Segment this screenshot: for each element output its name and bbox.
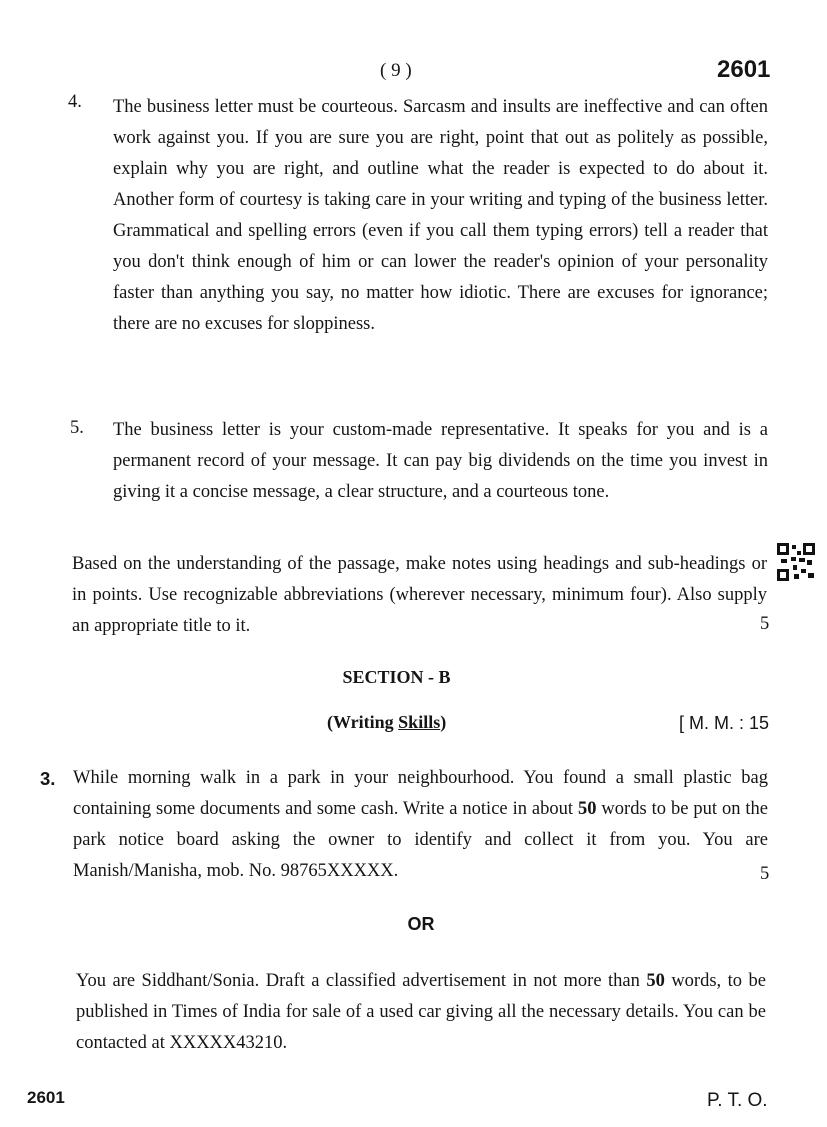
footer-pto: P. T. O. (707, 1090, 768, 1111)
point-number-5: 5. (70, 418, 84, 438)
question-3-marks: 5 (760, 864, 770, 884)
qr-code-icon (777, 543, 815, 581)
passage-point-4: The business letter must be courteous. Sarcasm and insults are ineffective and can often work against you. If you are sure you are right, point that out as politely as possible, explain why you are right, and outline what the reader is expected to do about it. Another form of courtesy is taking care in your writing and typing of the business letter. Grammatical and spelling errors (even if you call them typing errors) tell a reader that you don't think enough of him or can lower the reader's opinion of your personality faster than anything you say, no matter how idiotic. There are excuses for ignorance; there are no excuses for sloppiness. (113, 97, 768, 334)
footer-paper-code: 2601 (27, 1088, 65, 1107)
notes-instruction: Based on the understanding of the passage, make notes using headings and sub-headings or in points. Use recognizable abbreviations (wherever necessary, minimum four). Also supply an appropriate title to it. (72, 554, 767, 636)
passage-point-5: The business letter is your custom-made representative. It speaks for you and is a permanent record of your message. It can pay big dividends on the time you invest in giving it a concise message, a clear structure, and a courteous tone. (113, 420, 768, 502)
question-3-alternative: You are Siddhant/Sonia. Draft a classified advertisement in not more than 50 words, to be published in Times of India for sale of a used car giving all the necessary details. You can be contacted at XXXXX43210. (76, 971, 766, 1053)
section-subtitle: (Writing Skills) (327, 712, 447, 732)
paper-code-header: 2601 (717, 56, 771, 83)
page-number: ( 9 ) (380, 60, 412, 81)
section-title: SECTION - B (342, 667, 451, 687)
or-separator: OR (407, 914, 435, 934)
instruction-marks: 5 (760, 614, 770, 634)
max-marks: [ M. M. : 15 (679, 713, 770, 733)
point-number-4: 4. (68, 92, 82, 112)
question-3-text: While morning walk in a park in your neighbourhood. You found a small plastic bag containing some documents and some cash. Write a notice in about 50 words to be put on the park notice board asking the owner to identify and collect it from you. You are Manish/Manisha, mob. No. 98765XXXXX. (73, 768, 769, 881)
question-number-3: 3. (40, 768, 56, 789)
